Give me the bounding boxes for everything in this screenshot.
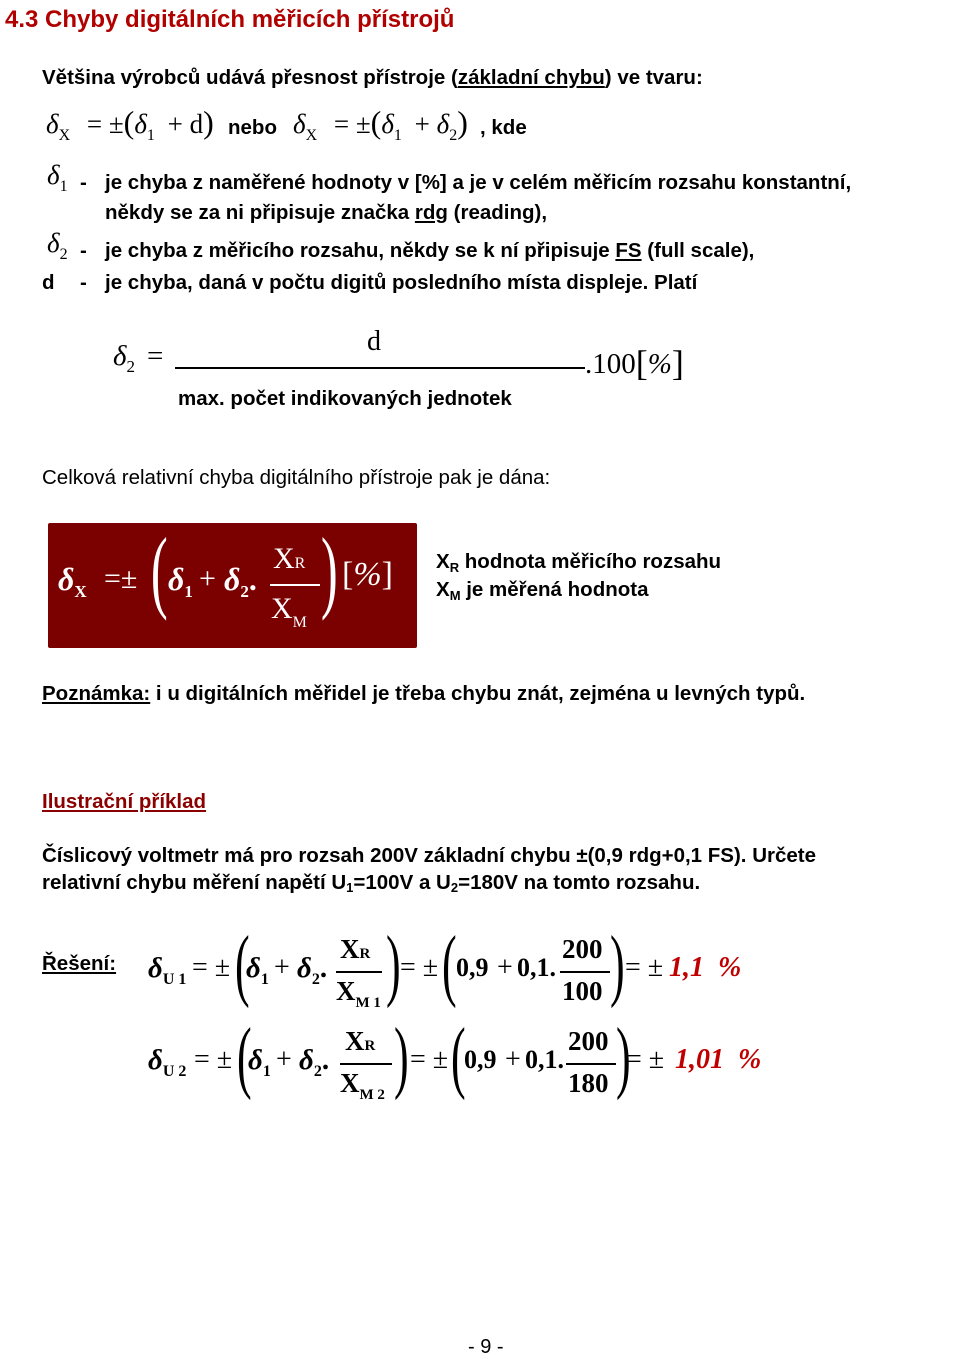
word-kde: , kde xyxy=(480,116,527,139)
box-delta2: $\delta_2$. xyxy=(224,561,257,601)
example-line2-sub1: 1 xyxy=(346,880,354,895)
note-label: Poznámka: xyxy=(42,682,151,705)
eq2-plus2: + xyxy=(505,1044,521,1075)
eq1-a: 0,9 xyxy=(456,953,489,982)
note-text: i u digitálních měřidel je třeba chybu znát, zejména u levných typů. xyxy=(150,682,806,705)
eq1-paren-l2: ( xyxy=(441,921,457,1009)
example-line2-c: =180V na tomto rozsahu. xyxy=(458,871,701,894)
eq2-result-value: 1,01 xyxy=(675,1044,724,1075)
eq2-eq3: = ± xyxy=(626,1044,665,1075)
box-xm: $X_M$ xyxy=(271,592,307,631)
legend-xr-sub: R xyxy=(449,560,460,575)
d-symbol: d xyxy=(42,271,55,294)
delta1-line2 xyxy=(105,201,547,225)
eq1-d1: $\delta_1$ xyxy=(246,952,269,988)
eq1-unit: % xyxy=(718,952,742,983)
legend-xm-text: je měřená hodnota xyxy=(460,578,649,601)
d-dash: - xyxy=(80,271,87,294)
delta2-suffix: (full scale), xyxy=(641,239,755,262)
delta2-line xyxy=(105,239,754,263)
eq2-xr: XR xyxy=(345,1026,376,1056)
delta1-line2-prefix: někdy se za ni připisuje značka xyxy=(105,201,415,224)
intro-prefix: Většina výrobců udává přesnost přístroje ( xyxy=(42,66,458,89)
eq2-eq2: = ± xyxy=(410,1044,449,1075)
formula-2: $\delta_X = \pm(\delta_1 + \delta_2)$ xyxy=(293,104,468,144)
legend-xr xyxy=(436,550,721,574)
eq1-num: 200 xyxy=(562,934,603,964)
eq2-d1: $\delta_1$ xyxy=(248,1044,271,1080)
formula-1: $\delta_X = \pm(\delta_1 + d)$ xyxy=(46,104,214,144)
example-line1: Číslicový voltmetr má pro rozsah 200V základní chybu ±(0,9 rdg+0,1 FS). Určete xyxy=(42,844,817,867)
fs-term: FS xyxy=(615,239,642,262)
delta1-line1: je chyba z naměřené hodnoty v [%] a je v celém měřicím rozsahu konstantní, xyxy=(105,171,852,194)
eq2-den: 180 xyxy=(568,1068,609,1098)
eq2-num: 200 xyxy=(568,1026,609,1056)
eq2-plus: + xyxy=(276,1044,292,1075)
total-error-text: Celková relativní chyba digitálního přístroje pak je dána: xyxy=(42,466,551,489)
eq1-eq3: = ± xyxy=(625,952,664,983)
eq2-lhs: $\delta_{U 2}$ xyxy=(148,1044,187,1080)
eq1-plus2: + xyxy=(497,952,513,983)
eq2-eq: = ± xyxy=(194,1044,233,1075)
eq2-unit: % xyxy=(738,1044,762,1075)
box-eq: =± xyxy=(104,562,138,595)
eq1-xr: XR xyxy=(340,934,371,964)
eq2-xm-sub: M 2 xyxy=(359,1087,385,1103)
intro-suffix: ) ve tvaru: xyxy=(604,66,703,89)
delta2-fraction-line xyxy=(175,367,585,369)
example-title: Ilustrační příklad xyxy=(42,790,207,813)
eq2-paren-r2: ) xyxy=(615,1013,631,1101)
eq1-den: 100 xyxy=(562,976,603,1006)
note-line xyxy=(42,682,805,706)
word-nebo: nebo xyxy=(228,116,277,139)
delta2-dash: - xyxy=(80,239,87,262)
eq2-paren-r: ) xyxy=(393,1013,409,1101)
delta2-symbol: $\delta_2$ xyxy=(47,228,68,263)
example-line2-a: relativní chybu měření napětí U xyxy=(42,871,347,894)
eq1-eq2: = ± xyxy=(400,952,439,983)
eq2-lhs-sub: U 2 xyxy=(162,1063,187,1080)
box-lhs: $\delta_X$ xyxy=(58,561,87,601)
legend-xm-symbol: X xyxy=(436,578,450,601)
delta2-factor-value: .100 xyxy=(585,348,636,380)
eq1-d2: $\delta_2$. xyxy=(297,952,328,988)
box-delta1: $\delta_1$ xyxy=(168,561,193,601)
box-plus: + xyxy=(199,562,216,595)
section-heading: 4.3 Chyby digitálních měřicích přístrojů xyxy=(5,6,455,33)
solution-label: Řešení: xyxy=(42,952,117,975)
eq1-fracline-2 xyxy=(560,971,610,973)
eq2-paren-l: ( xyxy=(236,1013,252,1101)
legend-xr-symbol: X xyxy=(436,550,450,573)
example-line2 xyxy=(42,871,700,895)
eq1-result xyxy=(669,952,741,984)
delta2-unit: % xyxy=(647,348,672,380)
delta1-symbol: $\delta_1$ xyxy=(47,160,68,195)
eq2-result xyxy=(675,1044,761,1076)
intro-link: základní chybu xyxy=(457,66,605,89)
eq1-paren-l: ( xyxy=(234,921,250,1009)
delta2-formula-lhs: $\delta_2$ = xyxy=(113,340,164,376)
box-unit: [%] xyxy=(342,556,393,593)
box-paren-right: ) xyxy=(320,519,338,621)
eq1-xm: $X_{M 1}$ xyxy=(336,976,381,1011)
eq1-xm-sub: M 1 xyxy=(355,995,381,1011)
box-paren-left: ( xyxy=(150,519,168,621)
eq2-a: 0,9 xyxy=(464,1045,497,1074)
eq2-d2: $\delta_2$. xyxy=(299,1044,330,1080)
example-line2-sub2: 2 xyxy=(450,880,459,895)
eq1-paren-r2: ) xyxy=(609,921,625,1009)
eq2-xm: $X_{M 2}$ xyxy=(340,1068,385,1103)
eq1-lhs-sub: U 1 xyxy=(162,971,187,988)
delta2-factor: .100[%] xyxy=(585,343,684,383)
d-line: je chyba, daná v počtu digitů posledního místa displeje. Platí xyxy=(105,271,698,294)
eq1-b: 0,1. xyxy=(517,953,556,982)
example-line2-b: =100V a U xyxy=(353,871,451,894)
eq2-b: 0,1. xyxy=(525,1045,564,1074)
delta2-numerator: d xyxy=(367,326,381,357)
eq2-fracline-2 xyxy=(566,1063,616,1065)
delta1-dash: - xyxy=(80,171,87,194)
eq1-lhs: $\delta_{U 1}$ xyxy=(148,952,187,988)
delta1-line2-suffix: (reading), xyxy=(447,201,548,224)
eq1-paren-r: ) xyxy=(385,921,401,1009)
rdg-term: rdg xyxy=(414,201,448,224)
box-fraction-line xyxy=(270,584,320,586)
delta2-denominator: max. počet indikovaných jednotek xyxy=(178,387,512,410)
eq1-plus: + xyxy=(274,952,290,983)
legend-xm-sub: M xyxy=(449,588,461,603)
legend-xm xyxy=(436,578,649,602)
eq1-fracline-1 xyxy=(336,971,382,973)
eq2-fracline-1 xyxy=(340,1063,392,1065)
intro-line xyxy=(42,66,703,90)
box-unit-value: % xyxy=(353,556,382,593)
eq1-eq: = ± xyxy=(192,952,231,983)
page-number: - 9 - xyxy=(468,1336,504,1358)
delta2-prefix: je chyba z měřicího rozsahu, někdy se k ní připisuje xyxy=(105,239,616,262)
eq2-paren-l2: ( xyxy=(450,1013,466,1101)
eq1-result-value: 1,1 xyxy=(669,952,704,983)
legend-xr-text: hodnota měřicího rozsahu xyxy=(459,550,722,573)
box-xr: XR xyxy=(273,542,306,575)
